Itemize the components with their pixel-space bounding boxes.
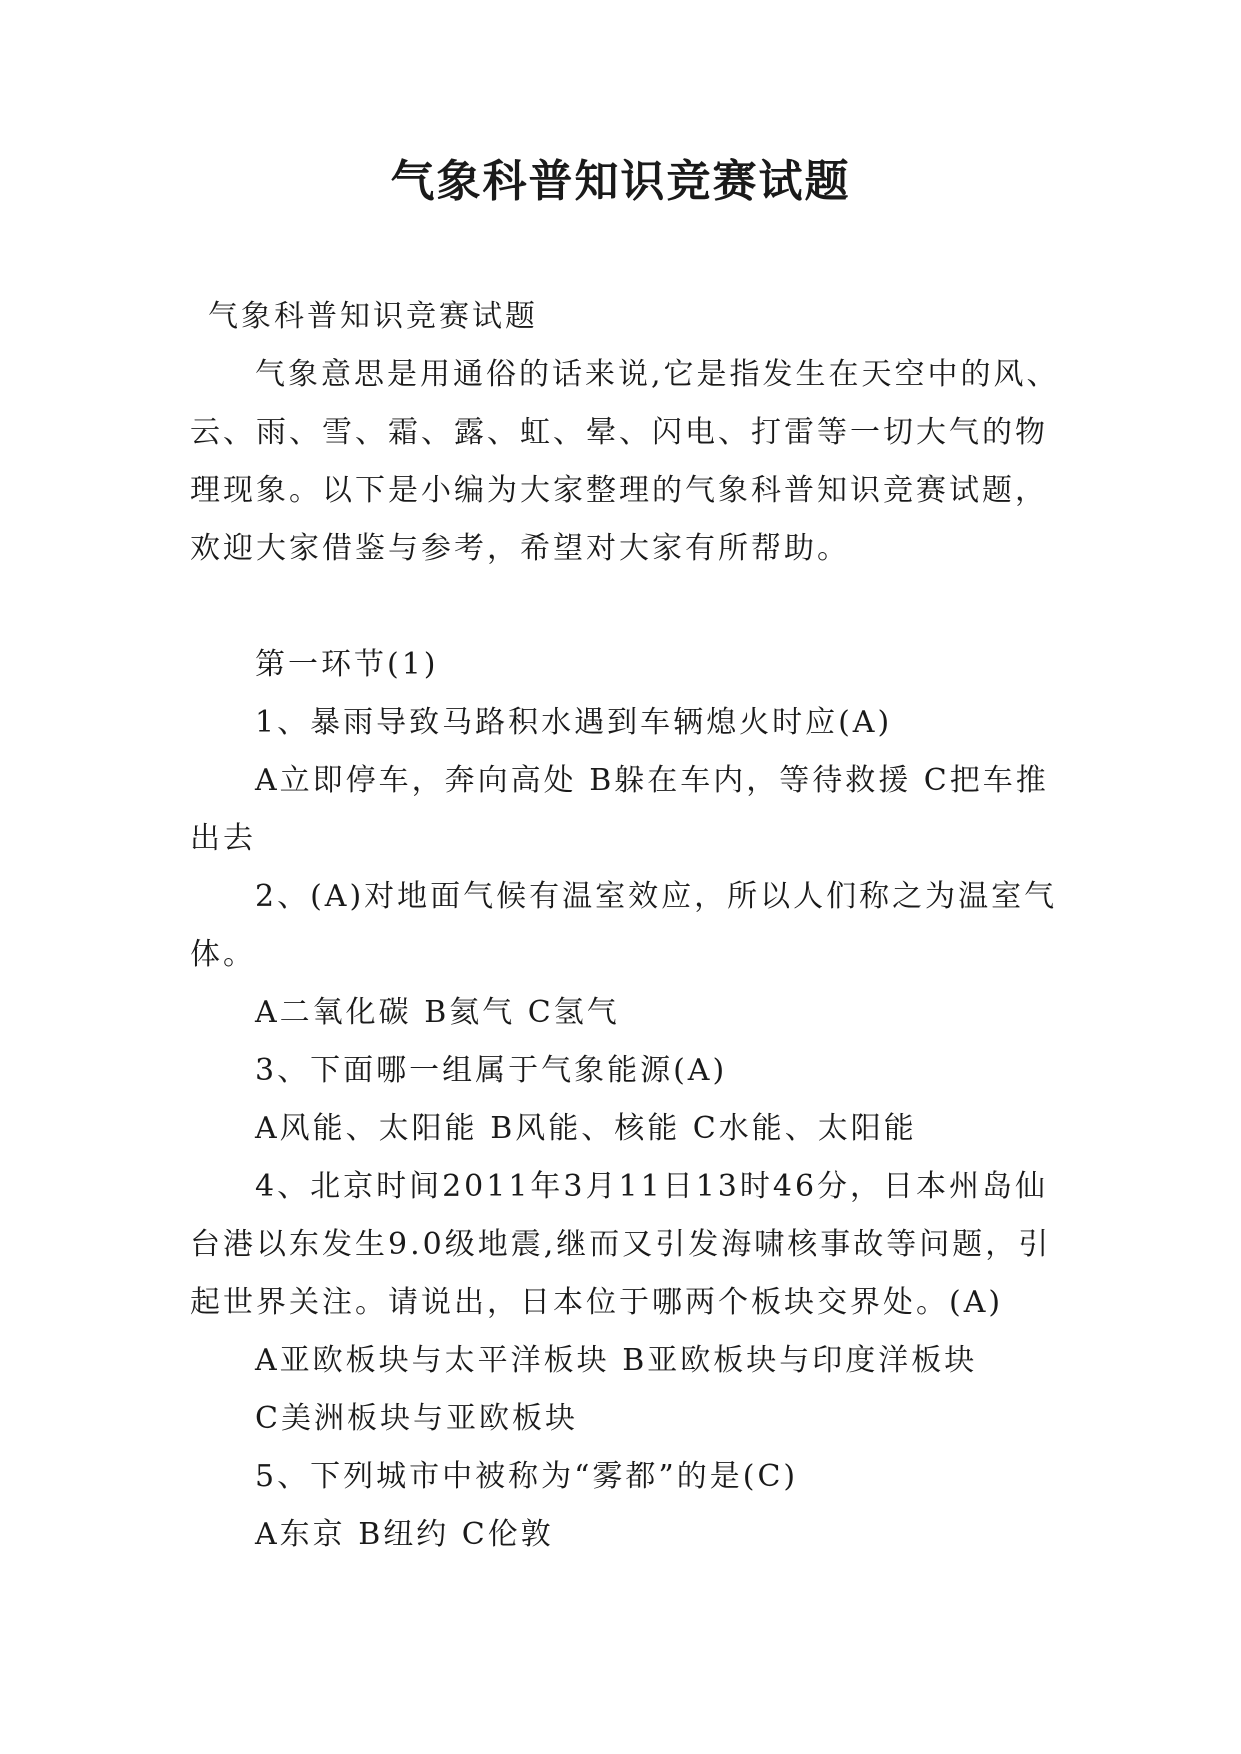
paragraph-spacer — [190, 578, 1060, 636]
question-3: 3、下面哪一组属于气象能源(A) — [255, 1053, 728, 1088]
document-body — [190, 288, 1060, 1564]
section-heading: 第一环节(1) — [255, 647, 439, 682]
question-3-options: A风能、太阳能 B风能、核能 C水能、太阳能 — [255, 1111, 917, 1146]
question-4-options-line-1: A亚欧板块与太平洋板块 B亚欧板块与印度洋板块 — [255, 1343, 978, 1378]
intro-paragraph: 气象意思是用通俗的话来说,它是指发生在天空中的风、云、雨、雪、霜、露、虹、晕、闪电、打雷等一切大气的物理现象。以下是小编为大家整理的气象科普知识竞赛试题，欢迎大家借鉴与参考，希望对大家有所帮助。 — [190, 357, 1060, 566]
document-title: 气象科普知识竞赛试题 — [390, 156, 851, 207]
question-1: 1、暴雨导致马路积水遇到车辆熄火时应(A) — [255, 705, 893, 740]
document-subtitle: 气象科普知识竞赛试题 — [208, 299, 538, 334]
question-1-options: A立即停车，奔向高处 B躲在车内，等待救援 C把车推出去 — [190, 763, 1049, 856]
question-5-options: A东京 B纽约 C伦敦 — [255, 1517, 554, 1552]
question-2: 2、(A)对地面气候有温室效应，所以人们称之为温室气体。 — [190, 879, 1058, 972]
question-4: 4、北京时间2011年3月11日13时46分，日本州岛仙台港以东发生9.0级地震,继而又引发海啸核事故等问题，引起世界关注。请说出，日本位于哪两个板块交界处。(A) — [190, 1169, 1052, 1320]
question-2-options: A二氧化碳 B氦气 C氢气 — [255, 995, 620, 1030]
question-4-options-line-2: C美洲板块与亚欧板块 — [255, 1401, 578, 1436]
question-5: 5、下列城市中被称为“雾都”的是(C) — [255, 1459, 799, 1494]
